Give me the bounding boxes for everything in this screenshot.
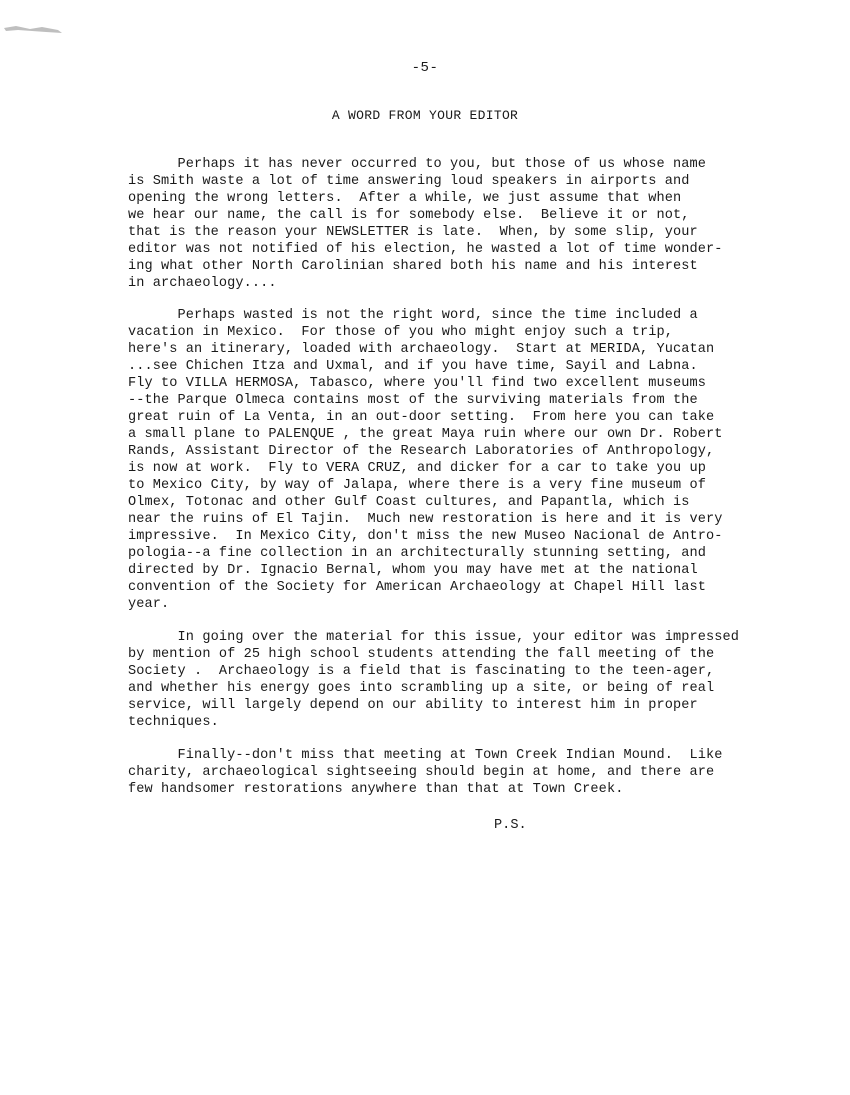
paragraph-town-creek-meeting: Finally--don't miss that meeting at Town Creek Indian Mound. Like charity, archaeological sightseeing should begin at home, and there are few handsomer restorations anywhere than that at Town Creek. [128,748,723,797]
paragraph-high-school-students: In going over the material for this issue, your editor was impressed by mention of 25 high school students attending the fall meeting of the Society . Archaeology is a field that is fascinating to the teen-ager, and whether his energy goes into scrambling up a site, or being of real service, will largely depend on our ability to interest him in proper techniques. [128,630,740,730]
page-number: -5- [411,60,439,76]
scan-smudge-mark [2,22,64,36]
article-title: A WORD FROM YOUR EDITOR [331,108,519,123]
signature-initials: P.S. [494,818,527,833]
paragraph-mexico-itinerary: Perhaps wasted is not the right word, since the time included a vacation in Mexico. For those of you who might enjoy such a trip, here's an itinerary, loaded with archaeology. Start at MERIDA, Yucatan ...see Chichen Itza and Uxmal, and if you have time, Sayil and Labna. Fly to VILLA HERMOSA, Tabasco, where you'll find two excellent museums --the Parque Olmeca contains most of the surviving materials from the great ruin of La Venta, in an out-door setting. From here you can take a small plane to PALENQUE , the great Maya ruin where our own Dr. Robert Rands, Assistant Director of the Research Laboratories of Anthropology, is now at work. Fly to VERA CRUZ, and dicker for a car to take you up to Mexico City, by way of Jalapa, where there is a very fine museum of Olmex, Totonac and other Gulf Coast cultures, and Papantla, which is near the ruins of El Tajin. Much new restoration is here and it is very impressive. In Mexico City, don't miss the new Museo Nacional de Antro- pologia--a fine collection in an architecturally stunning setting, and directed by Dr. Ignacio Bernal, whom you may have met at the national convention of the Society for American Archaeology at Chapel Hill last year. [128,308,723,612]
paragraph-smith-newsletter-late: Perhaps it has never occurred to you, but those of us whose name is Smith waste a lot of time answering loud speakers in airports and opening the wrong letters. After a while, we just assume that when we hear our name, the call is for somebody else. Believe it or not, that is the reason your NEWSLETTER is late. When, by some slip, your editor was not notified of his election, he wasted a lot of time wonder- ing what other North Carolinian shared both his name and his interest in archaeology.... [128,157,723,291]
